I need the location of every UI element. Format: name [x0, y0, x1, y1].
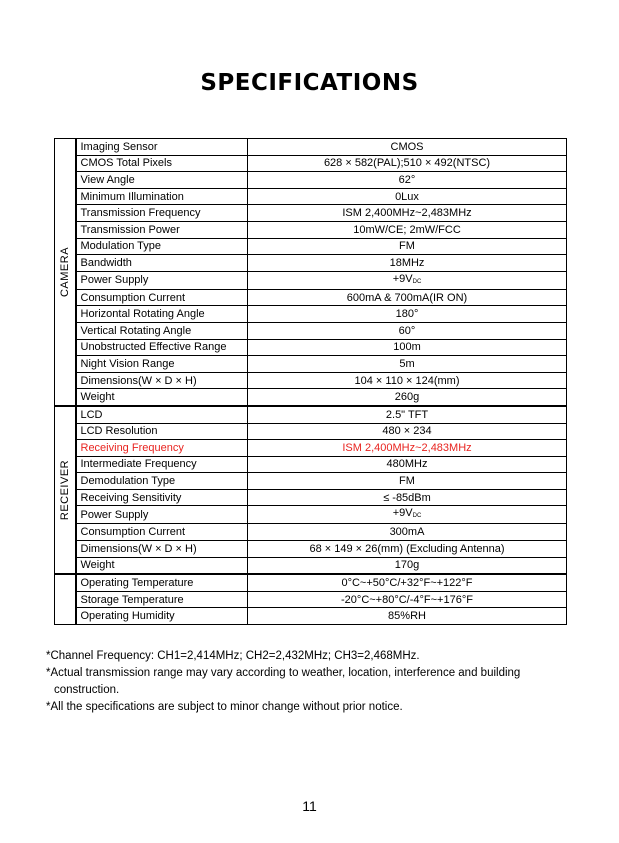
- spec-label: Power Supply: [76, 506, 248, 524]
- spec-value: ISM 2,400MHz~2,483MHz: [248, 205, 567, 222]
- spec-value: 60°: [248, 322, 567, 339]
- spec-value: 170g: [248, 557, 567, 574]
- spec-value: FM: [248, 473, 567, 490]
- spec-value: CMOS: [248, 139, 567, 156]
- spec-label: View Angle: [76, 172, 248, 189]
- spec-label: Weight: [76, 389, 248, 406]
- page-number: 11: [302, 798, 317, 814]
- spec-value: 10mW/CE; 2mW/FCC: [248, 221, 567, 238]
- table-row: [55, 289, 567, 306]
- spec-label: Imaging Sensor: [76, 139, 248, 156]
- spec-label: Bandwidth: [76, 255, 248, 272]
- spec-label: Consumption Current: [76, 524, 248, 541]
- footnote-continuation: construction.: [54, 684, 120, 696]
- spec-value: 62°: [248, 172, 567, 189]
- spec-value: 85%RH: [248, 608, 567, 625]
- footnote: *Actual transmission range may vary according to weather, location, interference and building: [46, 667, 521, 679]
- table-row: [55, 172, 567, 189]
- spec-value: [248, 271, 567, 289]
- spec-label: Dimensions(W × D × H): [76, 372, 248, 389]
- table-row: [55, 221, 567, 238]
- spec-value-text: +9V: [392, 507, 413, 520]
- spec-label: Transmission Power: [76, 221, 248, 238]
- table-row: [55, 339, 567, 356]
- section-camera: [55, 139, 76, 406]
- table-row: [55, 557, 567, 574]
- spec-value: 480MHz: [248, 456, 567, 473]
- spec-label: Vertical Rotating Angle: [76, 322, 248, 339]
- spec-value: 600mA & 700mA(IR ON): [248, 289, 567, 306]
- spec-label: LCD Resolution: [76, 423, 248, 440]
- spec-label: LCD: [76, 406, 248, 423]
- spec-value-subscript: DC: [412, 513, 422, 520]
- table-row: [55, 205, 567, 222]
- spec-label: Consumption Current: [76, 289, 248, 306]
- spec-value: ≤ -85dBm: [248, 489, 567, 506]
- table-row: [55, 506, 567, 524]
- spec-label: Modulation Type: [76, 238, 248, 255]
- spec-value: 0°C~+50°C/+32°F~+122°F: [248, 574, 567, 591]
- table-row-highlighted: [55, 440, 567, 457]
- spec-label: Transmission Frequency: [76, 205, 248, 222]
- spec-label: Minimum Illumination: [76, 188, 248, 205]
- table-row: [55, 238, 567, 255]
- spec-label: Receiving Frequency: [76, 440, 248, 457]
- spec-value: 180°: [248, 306, 567, 323]
- spec-value: [248, 506, 567, 524]
- section-label-receiver: RECEIVER: [58, 459, 71, 521]
- spec-label: Operating Temperature: [76, 574, 248, 591]
- spec-value: 100m: [248, 339, 567, 356]
- spec-label: Receiving Sensitivity: [76, 489, 248, 506]
- spec-value: 68 × 149 × 26(mm) (Excluding Antenna): [248, 541, 567, 558]
- spec-label: Night Vision Range: [76, 356, 248, 373]
- section-receiver: [55, 406, 76, 574]
- spec-value: FM: [248, 238, 567, 255]
- footnote: *Channel Frequency: CH1=2,414MHz; CH2=2,432MHz; CH3=2,468MHz.: [46, 650, 420, 662]
- section-label-camera: CAMERA: [58, 246, 71, 297]
- spec-value-text: +9V: [392, 272, 413, 285]
- spec-value: 300mA: [248, 524, 567, 541]
- spec-label: Demodulation Type: [76, 473, 248, 490]
- table-row: [55, 155, 567, 172]
- spec-value: 628 × 582(PAL);510 × 492(NTSC): [248, 155, 567, 172]
- table-row: [55, 423, 567, 440]
- spec-value: ISM 2,400MHz~2,483MHz: [248, 440, 567, 457]
- spec-label: Unobstructed Effective Range: [76, 339, 248, 356]
- spec-value: -20°C~+80°C/-4°F~+176°F: [248, 591, 567, 608]
- table-row: [55, 255, 567, 272]
- spec-label: Storage Temperature: [76, 591, 248, 608]
- spec-value: 18MHz: [248, 255, 567, 272]
- table-row: [55, 608, 567, 625]
- table-row: [55, 456, 567, 473]
- table-row: [55, 591, 567, 608]
- spec-value: 2.5" TFT: [248, 406, 567, 423]
- spec-value: 5m: [248, 356, 567, 373]
- spec-value: 0Lux: [248, 188, 567, 205]
- table-row: [55, 356, 567, 373]
- spec-value: 480 × 234: [248, 423, 567, 440]
- table-row: [55, 372, 567, 389]
- footnote: *All the specifications are subject to minor change without prior notice.: [46, 701, 403, 713]
- page-title: SPECIFICATIONS: [200, 70, 419, 96]
- table-row: [55, 406, 567, 423]
- table-row: [55, 473, 567, 490]
- table-row: [55, 271, 567, 289]
- spec-value: 260g: [248, 389, 567, 406]
- footnotes: [46, 648, 586, 716]
- spec-value: 104 × 110 × 124(mm): [248, 372, 567, 389]
- spec-label: Horizontal Rotating Angle: [76, 306, 248, 323]
- spec-label: Power Supply: [76, 271, 248, 289]
- spec-value-subscript: DC: [412, 278, 422, 285]
- specifications-table: [54, 138, 567, 625]
- section-general: [55, 574, 76, 624]
- spec-label: Weight: [76, 557, 248, 574]
- table-row: [55, 188, 567, 205]
- table-row: [55, 574, 567, 591]
- table-row: [55, 389, 567, 406]
- table-row: [55, 541, 567, 558]
- spec-label: Operating Humidity: [76, 608, 248, 625]
- spec-label: Dimensions(W × D × H): [76, 541, 248, 558]
- table-row: [55, 524, 567, 541]
- table-row: [55, 306, 567, 323]
- table-row: [55, 489, 567, 506]
- spec-label: Intermediate Frequency: [76, 456, 248, 473]
- table-row: [55, 139, 567, 156]
- table-row: [55, 322, 567, 339]
- spec-label: CMOS Total Pixels: [76, 155, 248, 172]
